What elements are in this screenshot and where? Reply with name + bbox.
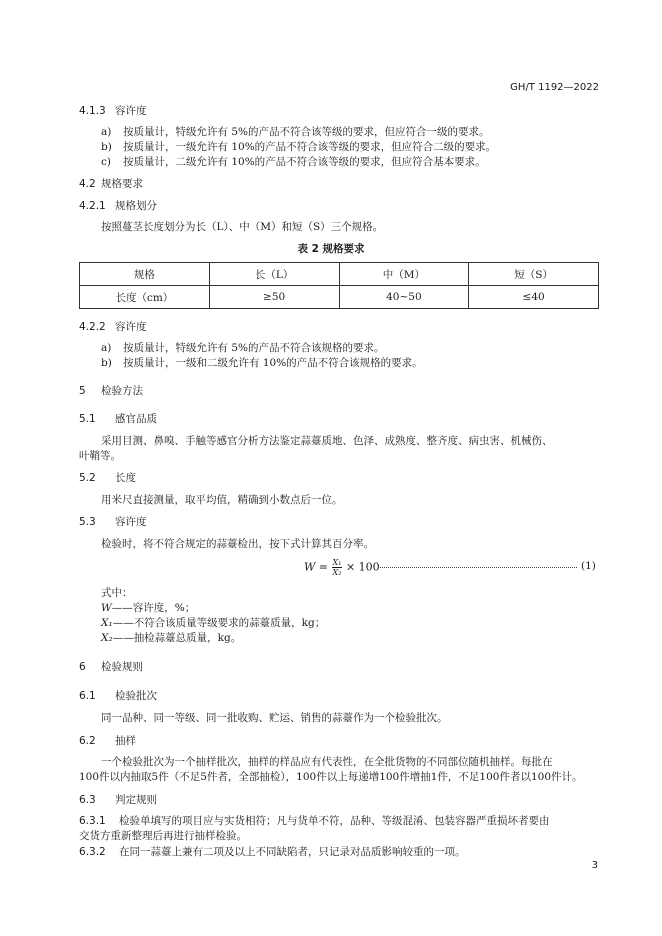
- formula-leader-dots: [380, 567, 577, 568]
- table-header-cell: 中（M）: [339, 263, 469, 286]
- paragraph-line: 交货方重新整理后再进行抽样检验。: [79, 830, 247, 842]
- section-heading-6-2: [79, 733, 136, 748]
- list-text: 按质量计，二级允许有 10%的产品不符合该等级的要求，但应符合基本要求。: [123, 156, 486, 168]
- section-number: 5.1: [79, 413, 96, 425]
- clause-6-3-2: [79, 844, 466, 859]
- section-number: 5: [79, 385, 86, 397]
- definition-item: [101, 600, 195, 615]
- section-title: 判定规则: [115, 794, 157, 806]
- list-label: c): [101, 156, 111, 168]
- section-number: 4.1.3: [79, 105, 106, 117]
- list-item: [101, 154, 486, 169]
- list-label: a): [101, 342, 112, 354]
- section-heading-6-1: [79, 688, 157, 703]
- paragraph-line: 一个检验批次为一个抽样批次，抽样的样品应有代表性，在全批货物的不同部位随机抽样。每批在: [101, 756, 553, 768]
- paragraph: 按照蔓茎长度划分为长（L）、中（M）和短（S）三个规格。: [101, 221, 384, 233]
- section-heading-4-2: [79, 176, 143, 191]
- section-number: 4.2.1: [79, 200, 106, 212]
- section-number: 5.2: [79, 472, 96, 484]
- paragraph-line: 叶鞘等。: [79, 450, 121, 462]
- section-heading-5-2: [79, 470, 136, 485]
- paragraph: 检验时，将不符合规定的蒜薹检出，按下式计算其百分率。: [101, 538, 374, 550]
- section-number: 6.3.1: [79, 815, 106, 827]
- formula-denominator: X₂: [332, 568, 342, 577]
- list-text: 按质量计，一级允许有 10%的产品不符合该等级的要求，但应符合二级的要求。: [123, 141, 497, 153]
- list-item: [101, 340, 385, 355]
- section-heading-4-1-3: [79, 103, 147, 118]
- formula: [304, 558, 380, 577]
- list-label: a): [101, 126, 112, 138]
- formula-fraction: [332, 558, 343, 577]
- paragraph-line: 检验单填写的项目应与实货相符；凡与货单不符，品种、等级混淆、包装容器严重损坏者要由: [119, 815, 550, 827]
- section-number: 4.2.2: [79, 321, 106, 333]
- formula-numerator: X₁: [332, 558, 342, 567]
- table-cell: 长度（cm）: [80, 286, 210, 309]
- section-number: 5.3: [79, 516, 96, 528]
- section-heading-4-2-2: [79, 319, 147, 334]
- paragraph-line: 采用目测、鼻嗅、手触等感官分析方法鉴定蒜薹质地、色泽、成熟度、整齐度、病虫害、机械伤、: [101, 435, 553, 447]
- section-title: 长度: [115, 472, 136, 484]
- table-header-row: [80, 263, 599, 286]
- spec-table: [79, 262, 599, 309]
- list-item: [101, 139, 496, 154]
- list-text: 按质量计，特级允许有 5%的产品不符合该等级的要求，但应符合一级的要求。: [123, 126, 490, 138]
- section-heading-5-3: [79, 514, 147, 529]
- definition-text: ——抽检蒜薹总质量，kg。: [112, 632, 242, 644]
- section-number: 6.3: [79, 794, 96, 806]
- section-heading-6: [79, 659, 143, 674]
- section-number: 6.2: [79, 735, 96, 747]
- section-heading-4-2-1: [79, 198, 157, 213]
- table-cell: ≥50: [209, 286, 339, 309]
- table-caption: 表 2 规格要求: [297, 243, 365, 255]
- section-title: 容许度: [115, 321, 147, 333]
- table-header-cell: 长（L）: [209, 263, 339, 286]
- table-row: [80, 286, 599, 309]
- standard-number: GH/T 1192—2022: [510, 82, 599, 93]
- list-label: b): [101, 357, 112, 369]
- section-title: 容许度: [115, 516, 147, 528]
- section-title: 规格要求: [101, 178, 143, 190]
- section-title: 规格划分: [115, 200, 157, 212]
- table-cell: 40~50: [339, 286, 469, 309]
- section-number: 4.2: [79, 178, 96, 190]
- clause-6-3-1: [79, 813, 550, 828]
- where-label: 式中：: [101, 587, 133, 599]
- section-number: 6.1: [79, 690, 96, 702]
- list-label: b): [101, 141, 112, 153]
- section-title: 容许度: [115, 105, 147, 117]
- paragraph-line: 100件以内抽取5件（不足5件者，全部抽检），100件以上每递增100件增抽1件，不足100件者以100件计。: [79, 771, 583, 783]
- definition-symbol: X₂: [101, 632, 113, 644]
- definition-symbol: W: [101, 602, 112, 614]
- section-title: 检验规则: [101, 661, 143, 673]
- section-heading-5: [79, 383, 143, 398]
- list-item: [101, 355, 423, 370]
- list-text: 按质量计，一级和二级允许有 10%的产品不符合该规格的要求。: [123, 357, 423, 369]
- equation-number: (1): [581, 560, 596, 572]
- section-number: 6.3.2: [79, 846, 106, 858]
- table-header-cell: 规格: [80, 263, 210, 286]
- list-item: [101, 124, 490, 139]
- page-number: 3: [591, 860, 598, 871]
- definition-symbol: X₁: [101, 617, 113, 629]
- section-title: 感官品质: [115, 413, 157, 425]
- table-header-cell: 短（S）: [469, 263, 599, 286]
- definition-item: [101, 630, 241, 645]
- formula-lhs: W =: [304, 560, 329, 574]
- paragraph: 在同一蒜薹上兼有二项及以上不同缺陷者，只记录对品质影响较重的一项。: [119, 846, 466, 858]
- section-heading-5-1: [79, 411, 157, 426]
- section-title: 抽样: [115, 735, 136, 747]
- section-title: 检验方法: [101, 385, 143, 397]
- definition-text: ——容许度，%；: [111, 602, 196, 614]
- section-number: 6: [79, 661, 86, 673]
- paragraph: 用米尺直接测量，取平均值，精确到小数点后一位。: [101, 494, 343, 506]
- paragraph: 同一品种、同一等级、同一批收购、贮运、销售的蒜薹作为一个检验批次。: [101, 712, 448, 724]
- section-heading-6-3: [79, 792, 157, 807]
- formula-rhs: × 100: [345, 560, 380, 574]
- definition-text: ——不符合该质量等级要求的蒜薹质量，kg；: [112, 617, 326, 629]
- table-cell: ≤40: [469, 286, 599, 309]
- definition-item: [101, 615, 325, 630]
- list-text: 按质量计，特级允许有 5%的产品不符合该规格的要求。: [123, 342, 385, 354]
- section-title: 检验批次: [115, 690, 157, 702]
